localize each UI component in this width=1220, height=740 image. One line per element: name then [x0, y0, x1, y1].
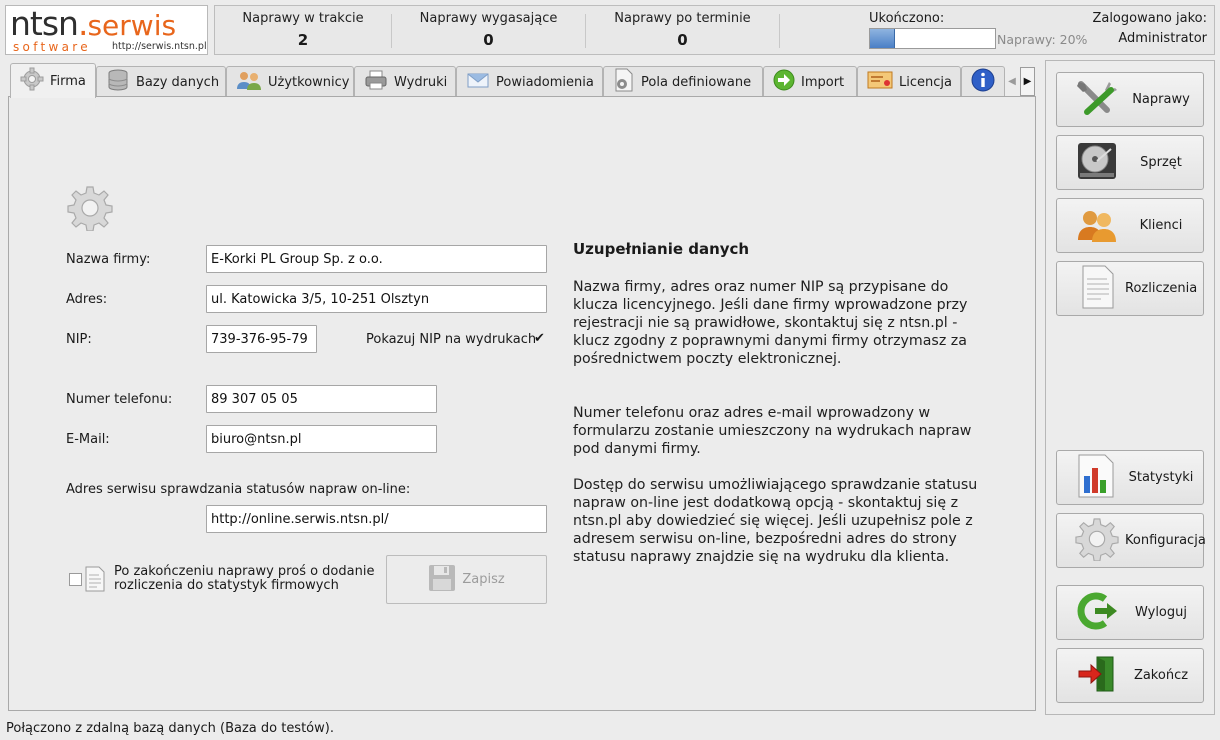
license-icon: [867, 70, 893, 94]
phone-label: Numer telefonu:: [66, 392, 173, 407]
tab-label: Użytkownicy: [268, 74, 350, 90]
bar-chart-icon: [1075, 454, 1119, 502]
company-name-label: Nazwa firmy:: [66, 252, 151, 267]
address-label: Adres:: [66, 292, 108, 307]
sidebar-klienci-button[interactable]: Klienci: [1056, 198, 1204, 253]
progress-fill: [870, 29, 895, 48]
show-nip-checkbox[interactable]: ✔: [534, 331, 545, 346]
progress-text: Naprawy: 20%: [997, 32, 1088, 47]
arrow-right-icon: [773, 69, 795, 95]
database-icon: [106, 69, 130, 95]
stat-expiring: Naprawy wygasające 0: [419, 11, 558, 49]
help-title: Uzupełnianie danych: [573, 240, 750, 258]
document-gear-icon: [613, 68, 635, 96]
tab-licencja[interactable]: [857, 66, 961, 97]
logo-wordmark: ntsn.serwis: [10, 4, 177, 43]
email-field[interactable]: [206, 425, 437, 453]
phone-field[interactable]: [206, 385, 437, 413]
sidebar-statystyki-button[interactable]: Statystyki: [1056, 450, 1204, 505]
logo-url: http://serwis.ntsn.pl: [112, 41, 207, 52]
tab-label: Bazy danych: [136, 74, 220, 90]
online-service-field[interactable]: [206, 505, 547, 533]
nip-field[interactable]: [206, 325, 317, 353]
tab-label: Wydruki: [394, 74, 448, 90]
tab-label: Licencja: [899, 74, 952, 90]
tab-wydruki[interactable]: [354, 66, 456, 97]
tab-label: Firma: [50, 73, 86, 89]
divider: [779, 14, 780, 48]
online-service-label: Adres serwisu sprawdzania statusów napraw on-line:: [66, 482, 411, 497]
show-nip-label: Pokazuj NIP na wydrukach: [366, 332, 537, 347]
stat-in-progress: Naprawy w trakcie 2: [242, 11, 364, 49]
tab-scroll-right-button[interactable]: ▶: [1020, 67, 1035, 96]
logout-icon: [1075, 591, 1119, 635]
clients-icon: [1075, 204, 1119, 248]
tab-label: Import: [801, 74, 845, 90]
status-bar: Połączono z zdalną bazą danych (Baza do testów).: [6, 721, 334, 736]
tools-icon: [1075, 78, 1119, 122]
hard-drive-icon: [1075, 141, 1119, 185]
address-field[interactable]: [206, 285, 547, 313]
login-user: Administrator: [1118, 31, 1207, 46]
document-icon: [85, 566, 105, 596]
sidebar-rozliczenia-button[interactable]: Rozliczenia: [1056, 261, 1204, 316]
tab-label: Powiadomienia: [496, 74, 594, 90]
tab-import[interactable]: [763, 66, 857, 97]
help-paragraph-license: Nazwa firmy, adres oraz numer NIP są przypisane do klucza licencyjnego. Jeśli dane firmy wprowadzone przy rejestracji nie są prawidłowe, skontaktuj się z ntsn.pl - klucz zgodny z poprawnymi danymi firmy otrzymasz za pośrednictwem poczty elektronicznej.: [573, 279, 968, 367]
tab-firma[interactable]: [10, 63, 96, 98]
nip-label: NIP:: [66, 332, 92, 347]
info-icon: [971, 68, 995, 96]
sidebar-wyloguj-button[interactable]: Wyloguj: [1056, 585, 1204, 640]
stat-overdue: Naprawy po terminie 0: [614, 11, 751, 49]
gear-icon: [20, 67, 44, 95]
users-icon: [236, 69, 262, 95]
tab-powiadomienia[interactable]: [456, 66, 603, 97]
tab-scroll-left-button[interactable]: ◀: [1008, 76, 1016, 87]
floppy-disk-icon: [428, 564, 456, 596]
save-button[interactable]: [386, 555, 547, 604]
company-name-field[interactable]: [206, 245, 547, 273]
save-label: Zapisz: [462, 572, 505, 587]
sidebar-zakoncz-button[interactable]: Zakończ: [1056, 648, 1204, 703]
help-paragraph-contact: Numer telefonu oraz adres e-mail wprowadzony w formularzu zostanie umieszczony na wydrukach napraw pod danymi firmy.: [573, 405, 972, 457]
sidebar-naprawy-button[interactable]: Naprawy: [1056, 72, 1204, 127]
email-label: E-Mail:: [66, 432, 110, 447]
ask-stats-label: Po zakończeniu naprawy proś o dodanie rozliczenia do statystyk firmowych: [114, 564, 375, 593]
logo-tagline: software: [13, 40, 91, 54]
header-stats-panel: [214, 5, 1215, 55]
login-label: Zalogowano jako:: [1092, 11, 1207, 26]
gear-icon: [1075, 517, 1119, 565]
ask-stats-checkbox[interactable]: [69, 573, 82, 586]
app-logo: [5, 5, 208, 55]
company-gear-icon: [67, 185, 113, 235]
completion-progress-bar: [869, 28, 996, 49]
completed-label: Ukończono:: [869, 11, 945, 26]
envelope-icon: [466, 70, 490, 94]
sidebar-sprzet-button[interactable]: Sprzęt: [1056, 135, 1204, 190]
tab-info[interactable]: [961, 66, 1005, 97]
document-icon: [1075, 265, 1119, 313]
tab-uzytkownicy[interactable]: [226, 66, 354, 97]
help-paragraph-online: Dostęp do serwisu umożliwiającego sprawdzanie statusu napraw on-line jest dodatkową opcją - skontaktuj się z ntsn.pl aby dowiedzieć się więcej. Jeśli uzupełnisz pole z adresem serwisu on-line, bezpośredni adres do strony statusu naprawy znajdzie się na wydruku dla klienta.: [573, 477, 978, 565]
tab-label: Pola definiowane: [641, 74, 752, 90]
tab-pola-definiowane[interactable]: [603, 66, 763, 97]
printer-icon: [364, 69, 388, 95]
sidebar-konfiguracja-button[interactable]: Konfiguracja: [1056, 513, 1204, 568]
exit-door-icon: [1075, 654, 1119, 698]
tab-bazy-danych[interactable]: [96, 66, 226, 97]
